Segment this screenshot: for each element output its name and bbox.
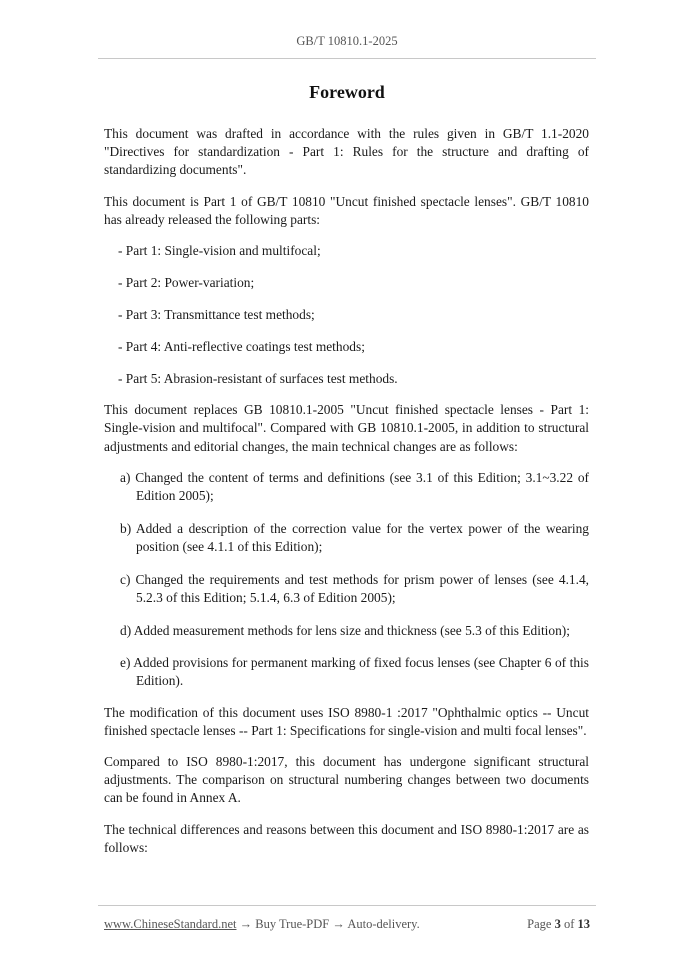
list-item: - Part 1: Single-vision and multifocal;: [118, 243, 321, 259]
list-item: d) Added measurement methods for lens size and thickness (see 5.3 of this Edition);: [120, 622, 570, 638]
list-item: c) Changed the requirements and test methods for prism power of lenses (see 4.1.4, 5.2.3 of this Edition; 5.1.4, 6.3 of Edition 2005);: [120, 571, 589, 605]
list-item: - Part 2: Power-variation;: [118, 275, 255, 291]
page-of-label: of: [563, 917, 575, 931]
paragraph-differences: The technical differences and reasons between this document and ISO 8980-1:2017 are as follows:: [104, 821, 589, 855]
list-item: - Part 3: Transmittance test methods;: [118, 307, 315, 323]
website-link[interactable]: www.ChineseStandard.net: [104, 917, 237, 931]
document-body: [104, 125, 589, 870]
page-indicator: [527, 917, 590, 932]
arrow-right-icon: →: [239, 917, 253, 931]
page-current: 3: [554, 917, 561, 931]
parts-list: [104, 242, 589, 388]
buy-pdf-text: Buy True-PDF: [255, 917, 330, 931]
list-item: - Part 5: Abrasion-resistant of surfaces test methods.: [118, 371, 398, 387]
technical-changes-list: [104, 469, 589, 691]
paragraph-modification: The modification of this document uses ISO 8980-1 :2017 "Ophthalmic optics -- Uncut finished spectacle lenses -- Part 1: Specifications for single-vision and multi focal lenses".: [104, 704, 589, 738]
page-label: Page: [527, 917, 552, 931]
paragraph-drafting-rules: This document was drafted in accordance with the rules given in GB/T 1.1-2020 "Directives for standardization - Part 1: Rules for the structure and drafting of standardizing documents".: [104, 126, 589, 178]
page-header: [98, 34, 596, 49]
footer-promo: [104, 917, 420, 932]
document-id: GB/T 10810.1-2025: [296, 34, 398, 48]
paragraph-part-intro: This document is Part 1 of GB/T 10810 "Uncut finished spectacle lenses". GB/T 10810 has already released the following parts:: [104, 193, 589, 227]
paragraph-replaces: This document replaces GB 10810.1-2005 "Uncut finished spectacle lenses - Part 1: Single-vision and multifocal". Compared with GB 10810.1-2005, in addition to structural adjustments and editorial changes, the main technical changes are as follows:: [104, 402, 589, 454]
list-item: - Part 4: Anti-reflective coatings test methods;: [118, 339, 365, 355]
page-title: Foreword: [309, 82, 385, 102]
paragraph-comparison: Compared to ISO 8980-1:2017, this document has undergone significant structural adjustments. The comparison on structural numbering changes between two documents can be found in Annex A.: [104, 754, 589, 806]
header-divider: [98, 58, 596, 59]
list-item: a) Changed the content of terms and definitions (see 3.1 of this Edition; 3.1~3.22 of Edition 2005);: [120, 469, 589, 504]
list-item: e) Added provisions for permanent marking of fixed focus lenses (see Chapter 6 of this Edition).: [120, 655, 589, 689]
page-total: 13: [577, 917, 590, 931]
auto-delivery-text: Auto-delivery.: [347, 917, 420, 931]
list-item: b) Added a description of the correction value for the vertex power of the wearing position (see 4.1.1 of this Edition);: [120, 520, 589, 554]
arrow-right-icon: →: [332, 917, 345, 931]
footer-divider: [98, 905, 596, 906]
